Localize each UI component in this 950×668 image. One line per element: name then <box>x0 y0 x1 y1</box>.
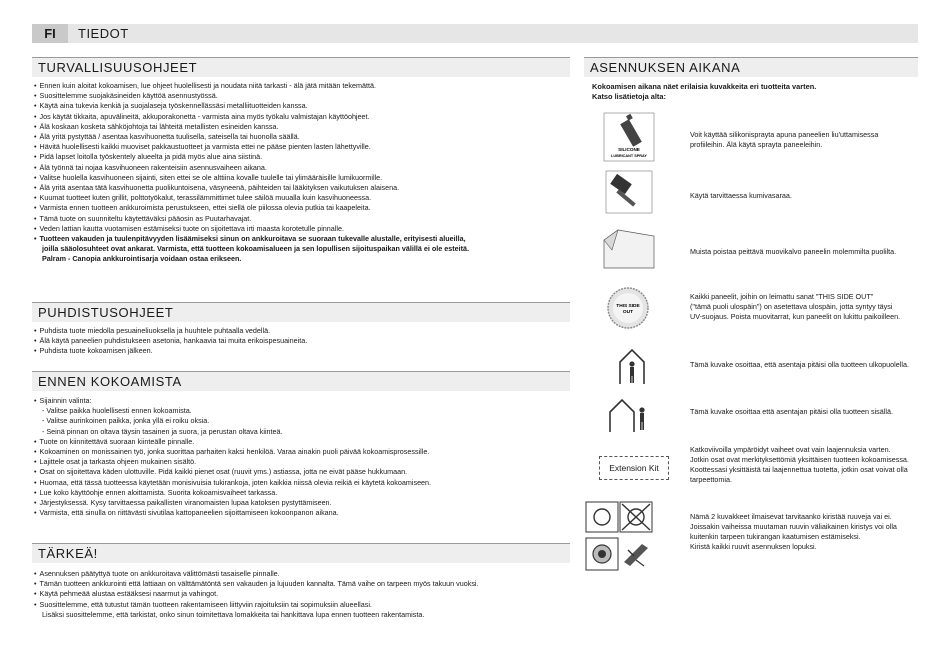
peel-film-text: Muista poistaa peittävä muovikalvo paneelin molemmilta puolilta. <box>690 247 897 256</box>
anchoring-warning-cont: joilla sääolosuhteet ovat ankarat. Varmista, että tuotteen kokoamisalueen ja sen lopullisen sijoituspaikan välillä ei ole esteitä. <box>42 244 470 254</box>
list-item: • Käytä pehmeää alustaa estääksesi naarmut ja vahingot. <box>34 589 479 599</box>
list-item: • Kuumat tuotteet kuten grillit, polttotyökalut, terassilämmittimet tulee säilöä muualla kuin kasvihuoneessa. <box>34 193 469 203</box>
page-title: TIEDOT <box>78 26 129 41</box>
before-heading: ENNEN KOKOAMISTA <box>32 371 570 391</box>
language-code: FI <box>32 24 68 43</box>
list-item: • Jos käytät tikkaita, apuvälineitä, akkuporakonetta - varmista aina myös työkalu valmistajan käyttöohjeet. <box>34 112 469 122</box>
silicone-spray-icon <box>598 112 658 162</box>
mallet-text: Käytä tarvittaessa kumivasaraa. <box>690 191 792 200</box>
sticker-label-1: THIS SIDE <box>616 304 640 309</box>
assembler-outside-text: Tämä kuvake osoittaa, että asentaja pitäisi olla tuotteen ulkopuolella. <box>690 360 909 369</box>
intro-line: Katso lisätietoja alta: <box>592 92 666 101</box>
intro-line: Kokoamisen aikana näet erilaisia kuvakkeita eri tuotteita varten. <box>592 82 817 91</box>
list-item: • Varmista, että sinulla on riittävästi sivutilaa kattopaneelien sijoittamiseen kokoonpanon aikana. <box>34 508 431 518</box>
location-label: • Sijainnin valinta: <box>34 396 431 406</box>
list-item: • Käytä aina tukevia kenkiä ja suojalaseja työskennellässäsi metalliituotteiden kanssa. <box>34 101 469 111</box>
list-item: • Suosittelemme suojakäsineiden käyttöä asennustyössä. <box>34 91 469 101</box>
list-item-cont: Lisäksi suosittelemme, että tarkistat, onko sinun toimitettava lomakkeita tai hankittava lupa ennen tuotteen rakentamista. <box>42 609 425 619</box>
sub-item: - Valitse paikka huolellisesti ennen kokoamista. <box>42 406 192 416</box>
cleaning-list <box>34 326 307 357</box>
list-item: • Valitse huolella kasvihuoneen sijainti, siten ettei se ole alttiina kovalle tuulelle tai ylimääräisille lumikuormille. <box>34 173 469 183</box>
list-item: • Tämä tuote on suunniteltu käytettäväksi pääosin as Puutarhavajat. <box>34 214 469 224</box>
screw-tighten-text: Nämä 2 kuvakkeet ilmaisevat tarvitaanko kiristää ruuveja vai ei. Joissakin vaiheissa muutaman ruuvin väliaikainen kiristys voi olla kuitenkin tarpeen tukirangan kaatumisen estämiseksi. Kiristä kaikki ruuvit asennuksen lopuksi. <box>690 512 897 551</box>
this-side-out-text: Kaikki paneelit, joihin on leimattu sanat "THIS SIDE OUT" ("tämä puoli ulospäin") on asetettava ulospäin, jotta syntyy täysi UV-suojaus. Poista muovitarrat, kun paneelit on lukittu paikoilleen. <box>690 292 901 321</box>
silicone-label-1: SILICONE <box>618 147 640 152</box>
during-heading: ASENNUKSEN AIKANA <box>584 57 918 77</box>
assembler-inside-text: Tämä kuvake osoittaa että asentajan pitäisi olla tuotteen sisällä. <box>690 407 893 416</box>
list-item: • Älä työnnä tai nojaa kasvihuoneen rakenteisiin asennusvaiheen aikana. <box>34 163 469 173</box>
list-item: • Älä käytä paneelien puhdistukseen asetonia, hankaavia tai muita erikoispesuaineita. <box>34 336 307 346</box>
list-item: • Lajittele osat ja tarkasta ohjeen mukainen sisältö. <box>34 457 431 467</box>
list-item: • Osat on sijoitettava käden ulottuville. Pidä kaikki pienet osat (ruuvit yms.) astiassa, jotta ne eivät pääse hukkumaan. <box>34 467 431 477</box>
list-item: • Huomaa, että tässä tuotteessa käytetään monisivuisia tukirankoja, joten kaikkia niissä olevia reikiä ei käytetä kokoamiseen. <box>34 478 431 488</box>
extension-kit-icon: Extension Kit <box>599 456 669 480</box>
assembler-inside-icon <box>598 390 658 434</box>
screw-tighten-icon <box>584 500 662 572</box>
list-item: • Puhdista tuote kokoamisen jälkeen. <box>34 346 307 356</box>
top-bar <box>32 24 918 43</box>
silicone-text: Voit käyttää silikonisprayta apuna paneelien liu'uttamisessa profiileihin. Älä käytä sprayta paneeleihin. <box>690 130 879 149</box>
safety-list <box>34 81 469 265</box>
assembler-outside-icon <box>598 342 658 386</box>
list-item: • Ennen kuin aloitat kokoamisen, lue ohjeet huolellisesti ja noudata niitä tarkasti - älä jätä mitään tekemättä. <box>34 81 469 91</box>
sticker-label-2: OUT <box>622 310 634 315</box>
safety-heading: TURVALLISUUSOHJEET <box>32 57 570 77</box>
silicone-label-2: LUBRICANT SPRAY <box>611 154 647 158</box>
list-item: • Suosittelemme, että tutustut tämän tuotteen rakentamiseen liittyviin rajoituksiin tai sopimuksiin alueellasi. <box>34 600 479 610</box>
list-item: • Varmista ennen tuotteen ankkuroimista perustukseen, ettei siellä ole piilossa olevia putkia tai kaapeleita. <box>34 203 469 213</box>
list-item: • Pidä lapset loitolla työskentely alueelta ja pidä myös alue aina siistinä. <box>34 152 469 162</box>
list-item: • Älä koskaan kosketa sähköjohtoja tai lähteitä metallisten esineiden kanssa. <box>34 122 469 132</box>
important-heading: TÄRKEÄ! <box>32 543 570 563</box>
list-item: • Älä yritä pystyttää / asentaa kasvihuonetta tuulisella, sateisella tai huonolla säällä. <box>34 132 469 142</box>
list-item: • Kokoaminen on monissainen työ, jonka suorittaa parhaiten kaksi henkilöä. Varaa ainakin puoli päivää kokoamisprosessille. <box>34 447 431 457</box>
before-list <box>34 396 431 518</box>
anchoring-warning: • Tuotteen vakauden ja tuulenpitävyyden lisäämiseksi sinun on ankkuroitava se suoraan tukevalle alustalle, erityisesti alueilla, <box>34 234 469 244</box>
cleaning-heading: PUHDISTUSOHJEET <box>32 302 570 322</box>
list-item: • Tuote on kiinnitettävä suoraan kiinteälle pinnalle. <box>34 437 431 447</box>
anchoring-kit-note: Palram - Canopia ankkurointisarja voidaan ostaa erikseen. <box>42 254 242 264</box>
sub-item: - Seinä pinnan on oltava täysin tasainen ja suora, ja perustan oltava kiinteä. <box>42 426 283 436</box>
rubber-mallet-icon <box>598 170 658 214</box>
during-intro <box>592 82 922 102</box>
list-item: • Tämän tuotteen ankkurointi että lattiaan on välttämätöntä sen vakauden ja lujuuden kannalta. Tämä vaihe on tarpeen myös takuun vuoksi. <box>34 579 479 589</box>
list-item: • Järjestyksessä. Kysy tarvittaessa paikallisten viranomaisten lupaa katoksen pystyttämiseen. <box>34 498 431 508</box>
peel-film-icon <box>598 226 658 270</box>
list-item: • Asennuksen päätyttyä tuote on ankkuroitava välittömästi tasaiselle pinnalle. <box>34 569 479 579</box>
important-list <box>34 569 479 620</box>
sub-item: - Valitse aurinkoinen paikka, jonka yllä ei roiku oksia. <box>42 416 210 426</box>
list-item: • Hävitä huolellisesti kaikki muoviset pakkaustuotteet ja varmista ettei ne pääse pienten lasten lähettyville. <box>34 142 469 152</box>
this-side-out-icon <box>598 285 658 331</box>
extension-kit-text: Katkoviivoilla ympäröidyt vaiheet ovat vain laajennuksia varten. Jotkin osat ovat merkityksettömiä yksittäisen tuotteen kokoamisessa. Koottessasi yksittäistä tai laajennettua tuotetta, jotkin osat voivat olla tarpeettomia. <box>690 445 909 484</box>
list-item: • Älä yritä asentaa tätä kasvihuonetta puolikuntoisena, väsyneenä, päihteiden tai lääkityksen vaikutuksen alaisena. <box>34 183 469 193</box>
list-item: • Puhdista tuote miedolla pesuaineliuoksella ja huuhtele puhtaalla vedellä. <box>34 326 307 336</box>
list-item: • Veden lattian kautta vuotamisen estämiseksi tuote on sijoitettava irti maasta korotetulle pinnalle. <box>34 224 469 234</box>
list-item: • Lue koko käyttöohje ennen aloittamista. Suorita kokoamisvaiheet tarkassa. <box>34 488 431 498</box>
